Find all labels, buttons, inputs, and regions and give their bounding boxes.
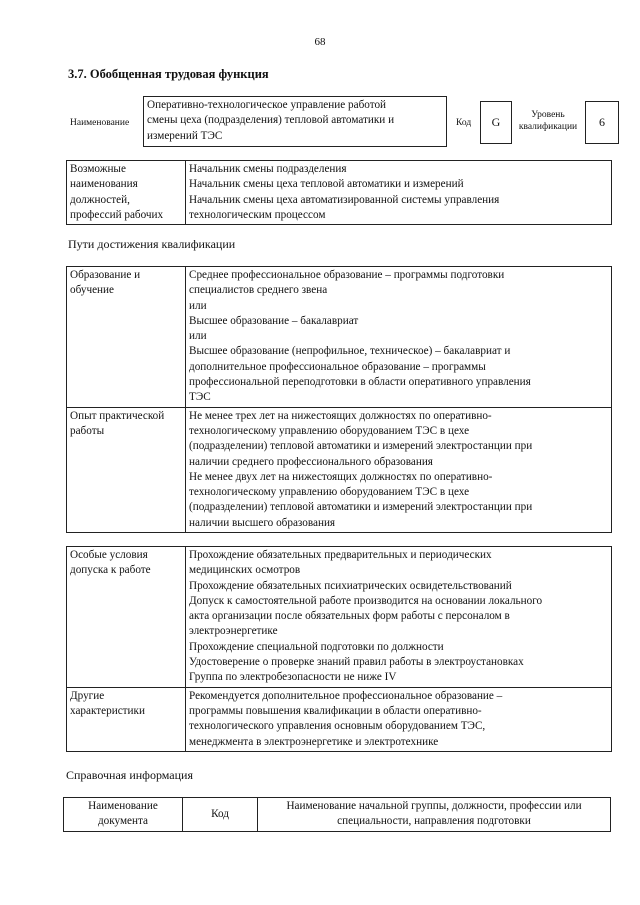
page-number: 68 xyxy=(314,36,326,48)
reference-table xyxy=(63,797,611,832)
value-line: технологическому управлению оборудованием ТЭС в цехе xyxy=(189,486,470,499)
row-label xyxy=(67,407,186,532)
value-line: Рекомендуется дополнительное профессиональное образование – xyxy=(189,689,503,702)
table-row xyxy=(67,267,612,408)
row-label xyxy=(67,547,186,688)
name-line: измерений ТЭС xyxy=(147,129,223,142)
value-line: акта организации после обязательных форм работы с персоналом в xyxy=(189,610,510,623)
table-row xyxy=(67,407,612,532)
value-line: Группа по электробезопасности не ниже IV xyxy=(189,671,397,684)
row-values xyxy=(186,267,612,408)
value-line: Не менее двух лет на нижестоящих должностях по оперативно- xyxy=(189,470,493,483)
value-line: менеджмента в электроэнергетике и электротехнике xyxy=(189,735,439,748)
value-line: Высшее образование – бакалавриат xyxy=(189,314,359,327)
row-values xyxy=(186,547,612,688)
value-line: (подразделении) тепловой автоматики и измерений электростанции при xyxy=(189,440,533,453)
value-line: специалистов среднего звена xyxy=(189,284,328,297)
table-row xyxy=(67,547,612,688)
position-item: Начальник смены цеха тепловой автоматики и измерений xyxy=(189,178,464,191)
value-line: наличии высшего образования xyxy=(189,516,336,529)
position-item: технологическим процессом xyxy=(189,208,326,221)
header-line: документа xyxy=(97,815,149,828)
positions-values xyxy=(186,161,612,225)
code-label: Код xyxy=(456,118,472,128)
value-line: или xyxy=(189,330,207,343)
value-line: электроэнергетике xyxy=(189,625,278,638)
name-value-cell xyxy=(144,97,447,147)
label-line: характеристики xyxy=(70,704,145,717)
value-line: Высшее образование (непрофильное, техническое) – бакалавриат и xyxy=(189,345,511,358)
name-label: Наименование xyxy=(70,118,130,128)
qual-paths-title: Пути достижения квалификации xyxy=(68,237,236,251)
label-line: обучение xyxy=(70,284,114,297)
label-line: должностей, xyxy=(70,193,130,206)
row-values xyxy=(186,687,612,751)
qual-table xyxy=(66,266,612,533)
value-line: Среднее профессиональное образование – программы подготовки xyxy=(189,269,505,281)
positions-label xyxy=(67,161,186,225)
level-value: 6 xyxy=(586,102,619,144)
label-line: профессий рабочих xyxy=(70,208,164,221)
header-line: Наименование начальной группы, должности, профессии или xyxy=(286,800,582,812)
value-line: технологическому управлению оборудованием ТЭС в цехе xyxy=(189,424,470,437)
reference-title: Справочная информация xyxy=(66,768,193,782)
value-line: Прохождение обязательных предварительных и периодических xyxy=(189,549,492,561)
positions-table xyxy=(66,160,612,225)
label-line: работы xyxy=(70,424,105,437)
value-line: Не менее трех лет на нижестоящих должностях по оперативно- xyxy=(189,409,492,422)
value-line: программы повышения квалификации в области оперативно- xyxy=(189,704,482,717)
header-line: специальности, направления подготовки xyxy=(337,815,531,828)
level-label xyxy=(513,109,583,133)
row-label xyxy=(67,267,186,408)
value-line: Прохождение обязательных психиатрических освидетельствований xyxy=(189,579,512,592)
table-row xyxy=(67,161,612,225)
row-values xyxy=(186,407,612,532)
position-item: Начальник смены подразделения xyxy=(189,163,347,175)
label-line: Особые условия xyxy=(70,549,148,561)
code-box xyxy=(480,101,512,144)
value-line: дополнительное профессиональное образование – программы xyxy=(189,360,486,373)
level-box xyxy=(585,101,619,144)
value-line: технологического управления основным оборудованием ТЭС, xyxy=(189,720,486,733)
name-value-box xyxy=(143,96,447,147)
label-line: наименования xyxy=(70,178,138,191)
value-line: наличии среднего профессионального образования xyxy=(189,455,433,468)
value-line: или xyxy=(189,299,207,312)
table-row xyxy=(67,687,612,751)
code-value: G xyxy=(481,102,512,144)
ref-code-header: Код xyxy=(183,798,258,832)
ref-doc-name-header xyxy=(64,798,183,832)
value-line: Удостоверение о проверке знаний правил работы в электроустановках xyxy=(189,656,524,669)
value-line: Прохождение специальной подготовки по должности xyxy=(189,640,444,653)
value-line: (подразделении) тепловой автоматики и измерений электростанции при xyxy=(189,501,533,514)
label-line: Возможные xyxy=(70,163,126,175)
row-label xyxy=(67,687,186,751)
level-label-line: Уровень xyxy=(531,110,565,120)
table-row xyxy=(64,798,611,832)
value-line: Допуск к самостоятельной работе производится на основании локального xyxy=(189,594,543,607)
value-line: профессиональной переподготовки в области оперативного управления xyxy=(189,376,531,389)
conditions-table xyxy=(66,546,612,752)
position-item: Начальник смены цеха автоматизированной системы управления xyxy=(189,193,500,206)
name-line: Оперативно-технологическое управление работой xyxy=(147,99,387,111)
value-line: ТЭС xyxy=(189,391,211,404)
label-line: Опыт практической xyxy=(70,409,165,422)
value-line: медицинских осмотров xyxy=(189,564,301,577)
ref-group-name-header xyxy=(258,798,611,832)
name-line: смены цеха (подразделения) тепловой автоматики и xyxy=(147,114,395,127)
header-line: Наименование xyxy=(88,800,158,812)
label-line: допуска к работе xyxy=(70,564,151,577)
section-title: 3.7. Обобщенная трудовая функция xyxy=(68,67,269,81)
label-line: Образование и xyxy=(70,269,141,281)
level-label-line: квалификации xyxy=(518,122,578,132)
label-line: Другие xyxy=(70,689,105,702)
